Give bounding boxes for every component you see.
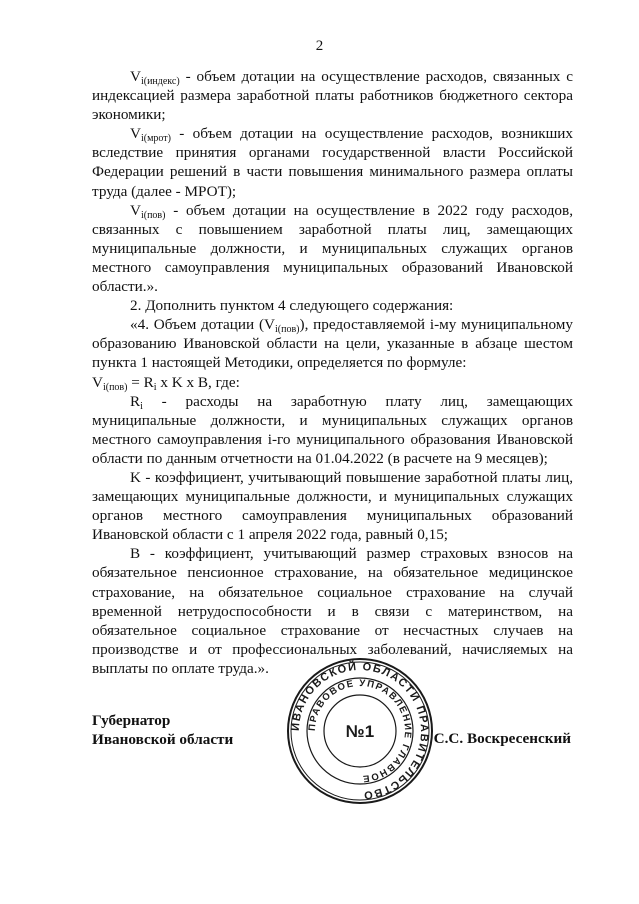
paragraph-item-4: «4. Объем дотации $(V_{i(пов)})$, предоставляемой i-му муниципальному образованию Ивановской области на цели, указанные в абзаце шестом пункта 1 настоящей Методики, определяется по формуле: [92,316,573,372]
page-number: 2 [315,38,324,54]
paragraph-r-def: $R_i$ - расходы на заработную плату лиц, замещающих муниципальные должности, и муниципальных служащих органов местного самоуправления i-го муниципального образования Ивановской области по данным отчетности на 01.04.2022 (в расчете на 9 месяцев); [92,392,573,467]
paragraph-v-index: $V_{i(индекс)}$ - объем дотации на осуществление расходов, связанных с индексацией размера заработной платы работников бюджетного сектора экономики; [92,68,573,124]
position-line-2: Ивановской области [92,731,234,748]
paragraph-k-def: K - коэффициент, учитывающий повышение заработной платы лиц, замещающих муниципальные должности, и муниципальных служащих органов местного самоуправления муниципальных образований Ивановской области с 1 апреля 2022 года, равный 0,15; [92,468,573,544]
paragraph-amend-2: 2. Дополнить пунктом 4 следующего содержания: [130,297,454,315]
signatory-name: С.С. Воскресенский [433,730,571,747]
official-seal [285,656,435,806]
document-body [92,67,573,678]
seal-inner-text: ПРАВОВОЕ УПРАВЛЕНИЕ ГЛАВНОЕ [306,677,414,785]
position-line-1: Губернатор [92,712,171,729]
formula: $V_{i(пов)} = R_i$ x K x B, где: [92,373,240,393]
seal-number: №1 [345,722,375,741]
paragraph-v-mrot: $V_{i(мрот)}$ - объем дотации на осуществление расходов, возникших вследствие принятия органами государственной власти Российской Федерации решений в части повышения минимального размера оплаты труда (далее - МРОТ); [92,125,573,200]
signatory-position [92,711,233,749]
seal-ring-text: ИВАНОВСКОЙ ОБЛАСТИ ПРАВИТЕЛЬСТВО [289,660,431,802]
paragraph-b-def: B - коэффициент, учитывающий размер страховых взносов на обязательное пенсионное страхование, на обязательное медицинское страхование, на обязательное социальное страхование на случай временной нетрудоспособности и в связи с материнством, на обязательное социальное страхование от несчастных случаев на производстве и от профессиональных заболеваний, начисляемых на выплаты по оплате труда.». [92,545,573,677]
paragraph-v-pov: $V_{i(пов)}$ - объем дотации на осуществление в 2022 году расходов, связанных с повышением заработной платы лиц, замещающих муниципальные должности, и муниципальных служащих органов местного самоуправления муниципальных образований Ивановской области.». [92,201,573,296]
